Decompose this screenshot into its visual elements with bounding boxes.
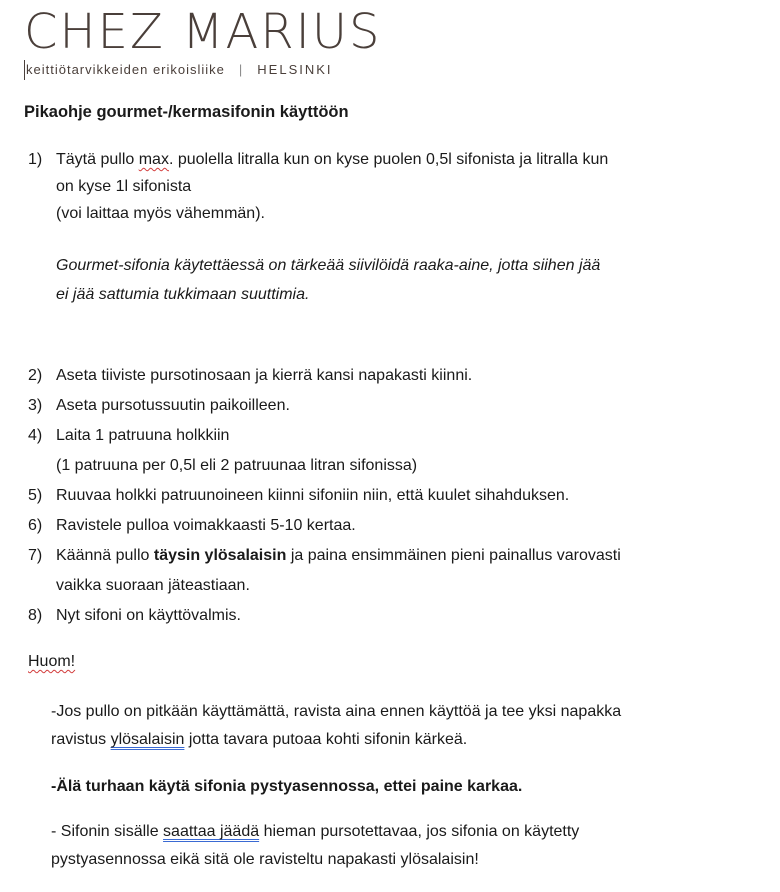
step-text: Aseta tiiviste pursotinosaan ja kierrä kansi napakasti kiinni.: [56, 367, 473, 384]
step-5: 5) Ruuvaa holkki patruunoineen kiinni sifoniin niin, että kuulet sihahduksen.: [28, 481, 740, 511]
emphasis-text: täysin ylösalaisin: [153, 547, 287, 564]
spell-marked-word: max: [138, 151, 169, 168]
grammar-marked-word: ylösalaisin: [110, 731, 185, 748]
logo-subtitle: [26, 62, 333, 77]
step-1-note-line-2: ei jää sattumia tukkimaan suuttimia.: [56, 286, 310, 303]
step-text: Ruuvaa holkki patruunoineen kiinni sifoniin niin, että kuulet sihahduksen.: [56, 487, 570, 504]
step-text: Käännä pullo täysin ylösalaisin ja paina ensimmäinen pieni painallus varovasti: [56, 547, 621, 564]
note-label: Huom!: [28, 653, 76, 670]
step-subtext: (1 patruuna per 0,5l eli 2 patruunaa litran sifonissa): [56, 457, 418, 474]
document-body: [24, 100, 764, 124]
step-7: 7) Käännä pullo täysin ylösalaisin ja paina ensimmäinen pieni painallus varovasti vaikka suoraan jäteastiaan.: [28, 541, 740, 601]
step-text: Aseta pursotussuutin paikoilleen.: [56, 397, 290, 414]
step-text: Laita 1 patruuna holkkiin: [56, 427, 230, 444]
step-1-note-line-1: Gourmet-sifonia käytettäessä on tärkeää siivilöidä raaka-aine, jotta siihen jää: [56, 257, 601, 274]
logo-tagline: keittiötarvikkeiden erikoisliike: [26, 62, 225, 77]
tip-1-line-2: ravistus ylösalaisin jotta tavara putoaa kohti sifonin kärkeä.: [51, 731, 468, 748]
logo-title: CHEZ MARIUS: [24, 4, 382, 60]
step-6: 6) Ravistele pulloa voimakkaasti 5-10 kertaa.: [28, 511, 740, 541]
tip-1-line-1: -Jos pullo on pitkään käyttämättä, ravista aina ennen käyttöä ja tee yksi napakka: [51, 703, 622, 720]
tip-2-line-2: pystyasennossa eikä sitä ole ravisteltu napakasti ylösalaisin!: [51, 851, 479, 868]
step-text: Nyt sifoni on käyttövalmis.: [56, 607, 241, 624]
warning-text: -Älä turhaan käytä sifonia pystyasennossa, ettei paine karkaa.: [51, 778, 523, 795]
step-number: 1): [28, 151, 43, 168]
logo-divider: [24, 60, 25, 80]
step-4: 4) Laita 1 patruuna holkkiin (1 patruuna per 0,5l eli 2 patruunaa litran sifonissa): [28, 421, 740, 481]
tip-2-line-1: - Sifonin sisälle saattaa jäädä hieman pursotettavaa, jos sifonia on käytetty: [51, 823, 580, 840]
tip-1: [51, 698, 621, 754]
document-heading: Pikaohje gourmet-/kermasifonin käyttöön: [24, 103, 349, 121]
step-subtext: vaikka suoraan jäteastiaan.: [56, 577, 250, 594]
grammar-marked-phrase: saattaa jäädä: [163, 823, 260, 840]
step-1-line-3: (voi laittaa myös vähemmän).: [56, 205, 265, 222]
step-3: 3) Aseta pursotussuutin paikoilleen.: [28, 391, 740, 421]
step-2: 2) Aseta tiiviste pursotinosaan ja kierrä kansi napakasti kiinni.: [28, 361, 740, 391]
logo-separator: |: [238, 62, 244, 77]
step-text: Ravistele pulloa voimakkaasti 5-10 kertaa.: [56, 517, 356, 534]
store-logo: [24, 4, 382, 77]
step-1: [28, 146, 740, 309]
step-1-line-1: Täytä pullo max. puolella litralla kun on kyse puolen 0,5l sifonista ja litralla kun: [56, 151, 609, 168]
logo-city: HELSINKI: [257, 62, 333, 77]
steps-list: [28, 361, 740, 631]
step-8: 8) Nyt sifoni on käyttövalmis.: [28, 601, 740, 631]
step-1-line-2: on kyse 1l sifonista: [56, 178, 192, 195]
tip-2: [51, 818, 579, 874]
